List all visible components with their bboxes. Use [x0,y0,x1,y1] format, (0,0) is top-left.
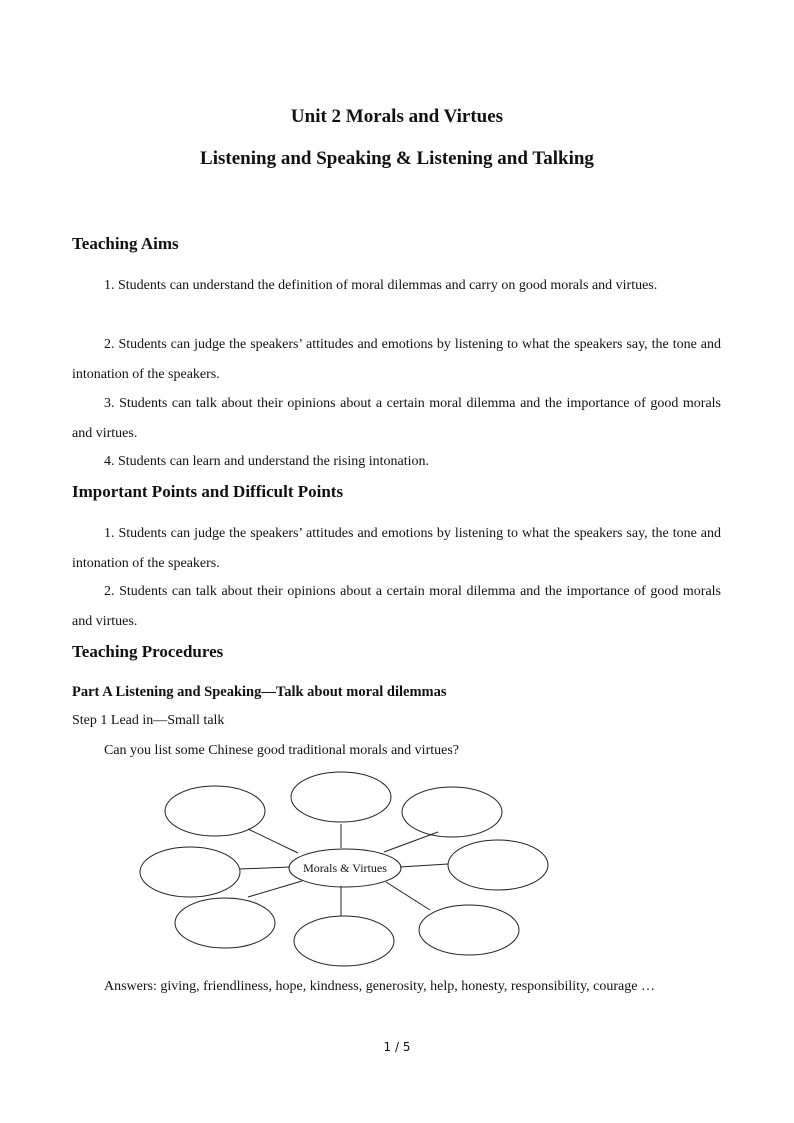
mind-map-bubble-empty [165,786,265,836]
mind-map-bubble-empty [291,772,391,822]
mind-map-center-label: Morals & Virtues [303,861,387,875]
morals-virtues-mind-map [130,768,560,973]
page-title: Unit 2 Morals and Virtues [290,106,504,127]
mind-map-connector [400,864,448,867]
aim-item-1: 1. Students can understand the definition of moral dilemmas and carry on good morals and virtues. [104,278,658,293]
part-a-heading: Part A Listening and Speaking—Talk about moral dilemmas [72,684,447,700]
mind-map-bubble-empty [402,787,502,837]
key-point-item-1: 1. Students can judge the speakers’ attitudes and emotions by listening to what the speakers say, the tone and intonation of the speakers. [72,526,721,571]
mind-map-connector [386,882,430,910]
lead-in-question: Can you list some Chinese good traditional morals and virtues? [104,743,459,758]
mind-map-connector [248,829,298,853]
mind-map-bubble-empty [175,898,275,948]
mind-map-bubble-empty [419,905,519,955]
key-points-heading: Important Points and Difficult Points [72,482,344,501]
aim-item-2: 2. Students can judge the speakers’ attitudes and emotions by listening to what the speakers say, the tone and intonation of the speakers. [72,337,721,382]
mind-map-bubble-empty [294,916,394,966]
aim-item-3: 3. Students can talk about their opinions about a certain moral dilemma and the importance of good morals and virtues. [72,396,721,441]
key-point-item-2: 2. Students can talk about their opinions about a certain moral dilemma and the importance of good morals and virtues. [72,584,721,629]
answers-text: Answers: giving, friendliness, hope, kindness, generosity, help, honesty, responsibility, courage … [104,979,655,994]
page-number: 1 / 5 [383,1040,411,1054]
aim-item-4: 4. Students can learn and understand the rising intonation. [104,454,430,469]
mind-map-bubble-empty [448,840,548,890]
mind-map-connector [248,881,302,897]
teaching-aims-heading: Teaching Aims [72,234,179,253]
mind-map-connector [240,867,290,869]
procedures-heading: Teaching Procedures [72,642,224,661]
page-subtitle: Listening and Speaking & Listening and Talking [200,148,594,169]
mind-map-bubble-empty [140,847,240,897]
step-1-label: Step 1 Lead in—Small talk [72,713,225,728]
